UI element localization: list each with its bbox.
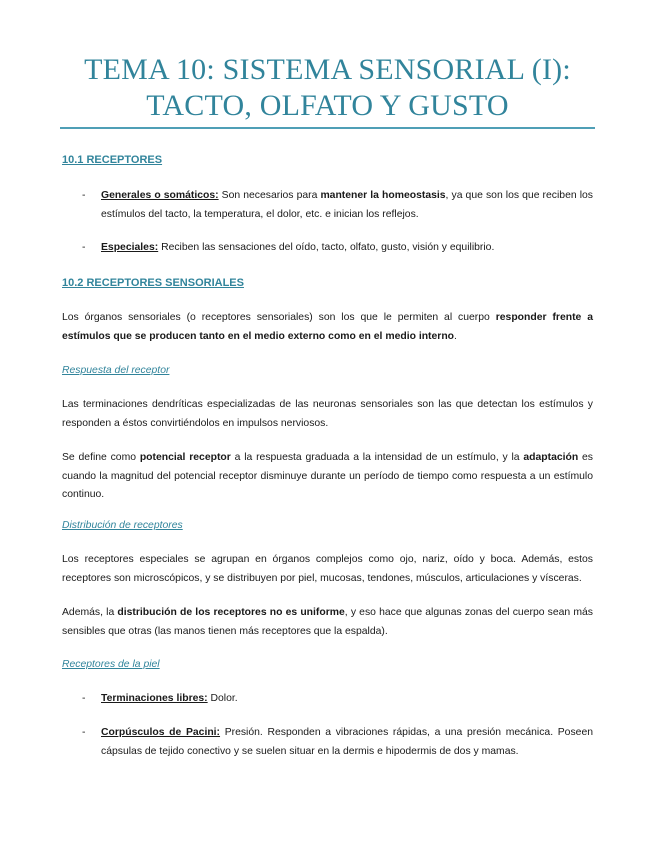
subheading-distribucion: Distribución de receptores [62, 520, 183, 531]
text: Presión. Responden a vibraciones rápidas, a una presión mecánica. Poseen cápsulas de tejido conectivo y se suelen situar en la dermis e hipodermis de dos y mamas. [101, 727, 593, 757]
text: Los órganos sensoriales (o receptores sensoriales) son los que le permiten al cuerpo [62, 312, 496, 323]
text: es cuando la magnitud del potencial receptor disminuye durante un período de tiempo como respuesta a un estímulo continuo. [62, 452, 594, 500]
list-term: Terminaciones libres: [101, 693, 208, 704]
text: Además, la [62, 607, 118, 618]
text: Son necesarios para [218, 190, 321, 201]
list-item [82, 690, 593, 709]
text: a la respuesta graduada a la intensidad de un estímulo, y la [230, 452, 524, 463]
list-term: Generales o somáticos: [101, 190, 219, 201]
list-item [82, 239, 593, 258]
bold-text: adaptación [523, 452, 579, 463]
title-line-1: TEMA 10: SISTEMA SENSORIAL (I): [84, 53, 571, 86]
list-term: Corpúsculos de Pacini: [101, 727, 221, 738]
bullet-dash: - [82, 727, 86, 738]
list-term: Especiales: [101, 242, 159, 253]
bold-text: mantener la homeostasis [320, 190, 446, 201]
paragraph: Las terminaciones dendríticas especializadas de las neuronas sensoriales son las que detectan los estímulos y responden a éstos convirtiéndolos en impulsos nerviosos. [62, 399, 593, 429]
title-divider [60, 127, 595, 129]
text: , ya que son los que reciben los estímulos del tacto, la temperatura, el dolor, etc. e inician los reflejos. [101, 190, 593, 220]
list-item [82, 724, 593, 761]
text: Reciben las sensaciones del oído, tacto, olfato, gusto, visión y equilibrio. [158, 242, 495, 253]
bullet-dash: - [82, 190, 86, 201]
list-item [82, 187, 593, 224]
paragraph [62, 309, 593, 346]
section-heading-10-2: 10.2 RECEPTORES SENSORIALES [62, 277, 244, 289]
bold-text: responder frente a estímulos que se producen tanto en el medio externo como en el medio interno [62, 312, 594, 342]
bold-text: distribución de los receptores no es uniforme [117, 607, 345, 618]
page-title [40, 52, 615, 124]
paragraph: Los receptores especiales se agrupan en órganos complejos como ojo, nariz, oído y boca. Además, estos receptores son microscópicos, y se distribuyen por piel, mucosas, tendones, músculos, articulaciones y vísceras. [62, 554, 593, 584]
subheading-respuesta: Respuesta del receptor [62, 365, 170, 376]
text: Se define como [62, 452, 140, 463]
section-heading-10-1: 10.1 RECEPTORES [62, 154, 163, 166]
text: Dolor. [207, 693, 238, 704]
paragraph [62, 449, 593, 505]
text: , y eso hace que algunas zonas del cuerpo sean más sensibles que otras (las manos tienen más receptores que la espalda). [62, 607, 593, 637]
text: . [454, 330, 457, 342]
bold-text: potencial receptor [139, 452, 231, 463]
bullet-dash: - [82, 242, 86, 253]
bullet-dash: - [82, 693, 86, 704]
paragraph [62, 604, 593, 641]
subheading-piel: Receptores de la piel [62, 659, 160, 670]
title-line-2: TACTO, OLFATO Y GUSTO [146, 89, 509, 122]
